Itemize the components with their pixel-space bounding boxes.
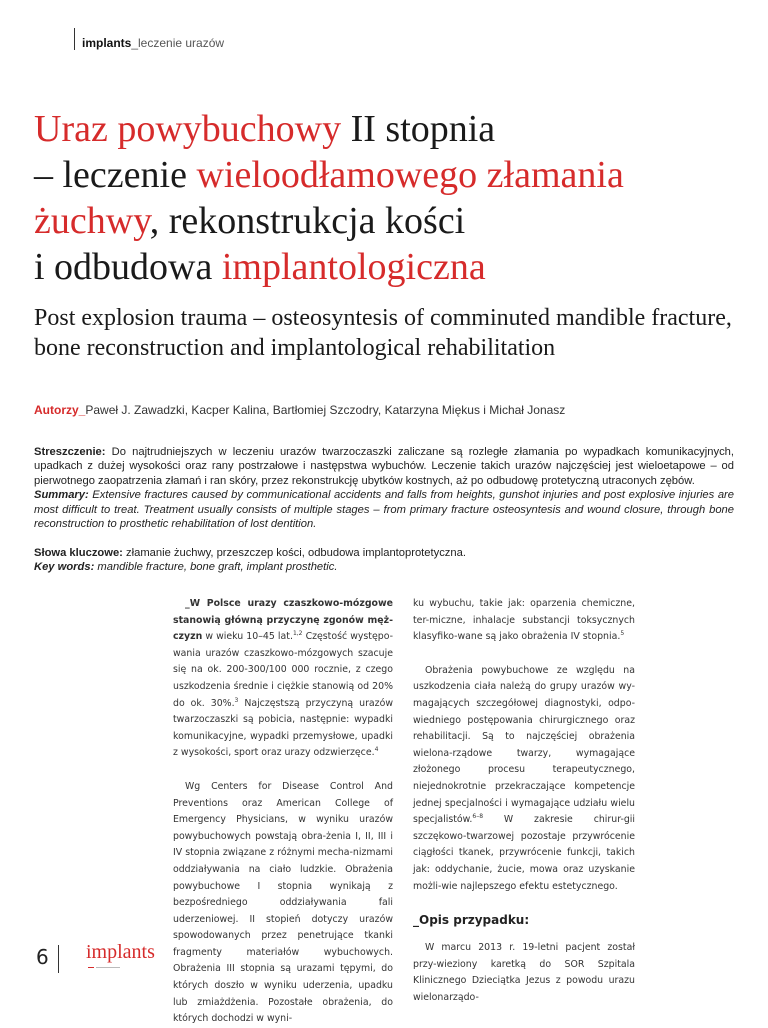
body-text: W zakresie chirur-gii szczękowo-twarzowej pozostaje przywrócenie ciągłości tkanek, przywrócenie funkcji, takich jak: oddychanie, żucie, mowa oraz uzyskanie możli-wie najlepszego efektu estetycznego. — [413, 814, 635, 892]
title-part: – leczenie — [34, 154, 197, 196]
title-part: implantologiczna — [221, 246, 486, 288]
title-part: II stopnia — [341, 108, 496, 150]
title-part: żuchwy — [34, 200, 150, 242]
keywords-en — [34, 560, 734, 574]
magazine-logo: implants — [86, 941, 155, 963]
keywords-pl-text: złamanie żuchwy, przeszczep kości, odbudowa implantoprotetyczna. — [122, 547, 466, 559]
section-heading: _Opis przypadku: — [413, 913, 530, 928]
body-paragraph — [173, 779, 393, 1028]
abstract-en-label: Summary: — [34, 489, 89, 502]
abstract-en-text: Extensive fractures caused by communicational accidents and falls from heights, gunshot injuries and post explosive injuries are most difficult to treat. Treatment usually consists of multiple stages – from primary fracture osteosyntesis and wound closure, through bone reconstruction to prosthetic rehabilitation of lost dentition. — [34, 489, 734, 531]
body-paragraph — [413, 596, 635, 646]
section-header — [82, 36, 224, 50]
section-topic: _leczenie urazów — [131, 36, 225, 50]
authors-line — [34, 403, 754, 417]
lead-text: _W Polsce urazy czaszkowo-mózgowe stanowią główną przyczynę zgonów męż-czyzn — [173, 598, 393, 643]
body-paragraph — [173, 596, 393, 762]
body-text: w wieku 10–45 lat. — [202, 631, 293, 643]
abstract-en — [34, 488, 734, 531]
abstract-pl-label: Streszczenie: — [34, 446, 106, 458]
title-part: wieloodłamowego złamania — [196, 154, 624, 196]
title-part: Uraz powybuchowy — [34, 108, 342, 150]
keywords-pl — [34, 546, 734, 560]
header-divider — [74, 28, 75, 50]
title-part: i odbudowa — [34, 246, 222, 288]
abstract-pl — [34, 445, 734, 488]
title-part: , rekonstrukcja kości — [149, 200, 466, 242]
footer-divider — [58, 945, 59, 973]
reference-marker: 4 — [374, 746, 379, 754]
body-text: Obrażenia powybuchowe ze względu na uszkodzenia ciała należą do grupy urazów wy-magających szczegółowej diagnostyki, odpo-wiedniego postępowania chirurgicznego oraz rehabilitacji. Są to najczęściej obrażenia wielona-rządowe twarzy, wymagające złożonego procesu terapeutycznego, niejednokrotnie przekraczające kompetencje jednej specjalności i wymagające udziału wielu specjalistów. — [413, 664, 635, 826]
body-column-right — [413, 596, 635, 1006]
reference-marker: 1,2 — [292, 630, 303, 638]
keywords-pl-label: Słowa kluczowe: — [34, 547, 123, 559]
logo-underline — [88, 964, 122, 971]
keywords-en-text: mandible fracture, bone graft, implant prosthetic. — [94, 561, 338, 574]
authors-names: Paweł J. Zawadzki, Kacper Kalina, Bartłomiej Szczodry, Katarzyna Miękus i Michał Jonasz — [85, 403, 566, 417]
body-text: ku wybuchu, takie jak: oparzenia chemiczne, ter-miczne, inhalacje substancji toksycznych klasyfiko-wane są jako obrażenia IV stopnia. — [413, 598, 635, 643]
abstract — [34, 445, 734, 531]
reference-marker: 5 — [620, 630, 625, 638]
body-paragraph — [413, 940, 635, 1006]
article-subtitle: Post explosion trauma – osteosyntesis of comminuted mandible fracture, bone reconstruction and implantological rehabilitation — [34, 305, 732, 361]
article-title — [34, 106, 754, 290]
reference-marker: 3 — [234, 696, 239, 704]
authors-label: Autorzy_ — [34, 403, 86, 417]
keywords-en-label: Key words: — [34, 561, 95, 574]
body-text: Częstość występo-wania urazów czaszkowo-mózgowych szacuje się na ok. 200-300/100 000 rocznie, z czego uszkodzenia średnie i ciężkie stanowią od 20% do ok. 30%. — [173, 631, 393, 709]
reference-marker: 6–8 — [472, 813, 484, 820]
abstract-pl-text: Do najtrudniejszych w leczeniu urazów twarzoczaszki zaliczane są rozległe złamania po wypadkach komunikacyjnych, upadkach z dużej wysokości oraz rany postrzałowe i następstwa wybuchów. Leczenie takich urazów najczęściej jest wieloetapowe – od pierwotnego zaopatrzenia złamań i ran skóry, przez rekonstrukcję ubytków kostnych, aż po odbudowę protetyczną utraconych zębów. — [34, 446, 734, 487]
page-number: 6 — [36, 945, 49, 969]
keywords — [34, 546, 734, 575]
body-paragraph — [413, 663, 635, 895]
body-column-left — [173, 596, 393, 1028]
section-name: implants — [82, 36, 132, 50]
body-text: Najczęstszą przyczyną urazów twarzoczaszki są pobicia, następnie: wypadki komunikacyjne, wypadki przemysłowe, upadki z wysokości, sport oraz urazy odzwierzęce. — [173, 697, 393, 759]
body-text: Wg Centers for Disease Control And Preventions oraz American College of Emergency Physicians, w wyniku urazów powybuchowych powstają obra-żenia I, II, III i IV stopnia związane z różnymi mecha-nizmami oddziaływania na ciało ludzkie. Obrażenia powybuchowe I stopnia wynikają z bezpośredniego oddziaływania fali uderzeniowej. II stopień dotyczy urazów spowodowanych przez penetrujące tkanki fragmenty materiałów wybuchowych. Obrażenia III stopnia są urazami tępymi, do których doszło w wyniku uderzenia, upadku lub zmiażdżenia. Pozostałe obrażenia, do których dochodzi w wyni- — [173, 780, 393, 1025]
body-text: W marcu 2013 r. 19-letni pacjent został przy-wieziony karetką do SOR Szpitala Klinicznego Dzieciątka Jezus z powodu urazu wielonarządo- — [413, 942, 635, 1003]
